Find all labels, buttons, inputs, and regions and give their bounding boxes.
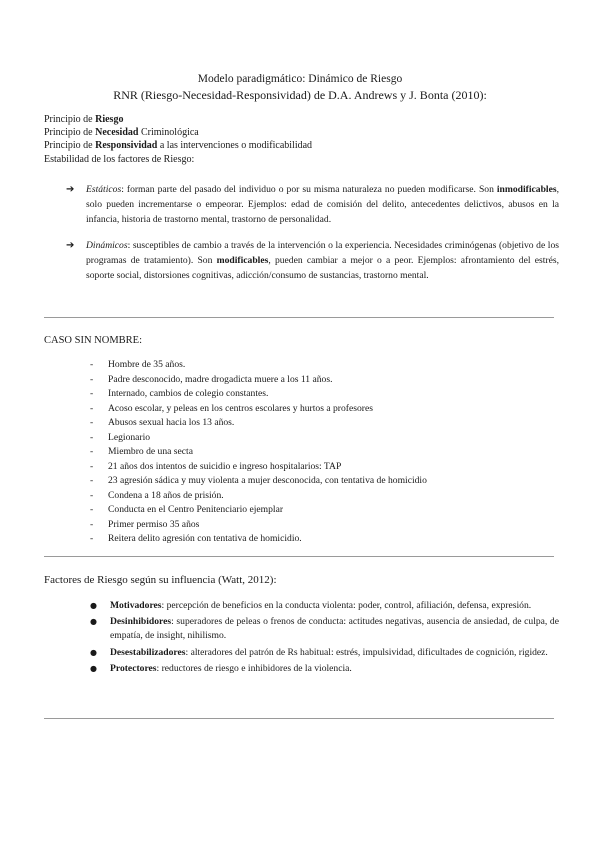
list-item-text: Miembro de una secta [108,446,193,457]
list-item-text: Legionario [108,431,151,443]
factor-name: Motivadores [110,600,162,611]
bullet-icon: ● [90,647,97,657]
list-item-text: Internado, cambios de colegio constantes. [108,388,269,399]
dash-marker: - [90,460,94,472]
factor-name: Desestabilizadores [110,646,186,658]
dash-marker: - [90,359,94,370]
list-item-text: Hombre de 35 años. [108,359,186,370]
principle-suffix: Criminológica [138,127,199,139]
factor-text: : percepción de beneficios en la conducta violenta: poder, control, afiliación, defensa, expresión. [161,600,532,611]
section-divider [44,556,554,557]
influence-factors-list [88,599,559,678]
list-item [90,518,510,533]
principle-prefix: Principio de [44,127,96,139]
dash-marker: - [90,518,94,530]
document-title: Modelo paradigmático: Dinámico de Riesgo [197,73,403,85]
factor-type-text: , pueden cambiar a mejor o a peor. Ejemplos: afrontamiento del estrés, soporte social, distorsiones cognitivas, adicción/consumo de sustancias, trastorno mental. [86,255,559,281]
dash-marker: - [90,533,94,544]
dash-marker: - [90,431,94,443]
principle-prefix: Principio de [44,114,96,125]
list-item-text: Abusos sexual hacia los 13 años. [108,417,235,428]
list-item-text: Padre desconocido, madre drogadicta muere a los 11 años. [108,373,333,385]
list-item [90,373,510,388]
document-subtitle: RNR (Riesgo-Necesidad-Responsividad) de D.A. Andrews y J. Bonta (2010): [113,88,487,102]
section-divider [44,718,554,719]
list-item [90,532,510,547]
list-item [90,474,510,489]
list-item-protectores [88,662,559,676]
factor-type-name: Estáticos [86,184,122,195]
principles-list [44,113,564,166]
case-facts-list [90,358,510,547]
case-title: CASO SIN NOMBRE: [44,335,143,346]
factor-name: Desinhibidores [110,616,172,628]
list-item [90,460,510,475]
dash-marker: - [90,417,94,428]
list-item [90,402,510,417]
bullet-icon: ● [90,601,97,610]
principle-bold: Riesgo [95,114,124,125]
list-item-text: 23 agresión sádica y muy violenta a mujer desconocida, con tentativa de homicidio [108,475,427,486]
arrow-right-icon: ➔ [66,240,75,251]
list-item-text: 21 años dos intentos de suicidio e ingreso hospitalarios: TAP [108,460,342,472]
bullet-icon: ● [90,617,97,627]
list-item-text: Primer permiso 35 años [108,518,200,530]
factor-text: : reductores de riesgo e inhibidores de la violencia. [156,662,352,674]
arrow-right-icon: ➔ [66,184,75,195]
principle-necesidad [44,126,564,139]
factor-type-name: Dinámicos [86,240,128,251]
list-item-text: Reitera delito agresión con tentativa de homicidio. [108,533,302,544]
list-item [90,431,510,446]
dash-marker: - [90,388,94,399]
dash-marker: - [90,504,94,515]
dynamic-factors-item [66,238,559,283]
principle-prefix: Principio de [44,140,96,152]
influence-title: Factores de Riesgo según su influencia (Watt, 2012): [44,574,277,586]
factor-name: Protectores [110,662,157,674]
factor-type-text: : susceptibles de cambio a través de la intervención o la experiencia. Necesidades criminógenas (objetivo de los programas de tratamiento). Son [86,240,559,266]
dash-marker: - [90,475,94,486]
dash-marker: - [90,489,94,501]
factor-type-bold: inmodificables [496,184,557,195]
list-item-text: Conducta en el Centro Penitenciario ejemplar [108,504,284,515]
principle-bold: Responsividad [95,140,158,152]
bullet-icon: ● [90,663,97,673]
list-item [90,503,510,518]
principle-riesgo [44,113,564,126]
list-item-text: Acoso escolar, y peleas en los centros escolares y hurtos a profesores [108,402,373,414]
principle-suffix: a las intervenciones o modificabilidad [157,140,313,152]
factor-text: : superadores de peleas o frenos de conducta: actitudes negativas, ausencia de ansiedad, de culpa, de empatía, de insight, nihilismo. [110,616,559,642]
list-item-desestabilizadores [88,646,559,660]
principle-responsividad [44,139,564,152]
dash-marker: - [90,446,94,457]
factor-text: : alteradores del patrón de Rs habitual: estrés, impulsividad, dificultades de cognición, rigidez. [185,646,548,658]
factor-stability-heading [44,153,564,166]
list-item [90,445,510,460]
static-factors-item [66,182,559,227]
list-item-text: Condena a 18 años de prisión. [108,489,224,501]
list-item [90,416,510,431]
list-item [90,489,510,504]
principle-prefix: Estabilidad de los factores de Riesgo: [44,153,195,165]
principle-bold: Necesidad [95,127,139,139]
dash-marker: - [90,402,94,414]
factor-type-text: : forman parte del pasado del individuo o por su misma naturaleza no pueden modificarse. Son [121,184,497,195]
list-item-motivadores [88,599,559,613]
list-item-desinhibidores [88,615,559,643]
factor-type-text: , solo pueden incrementarse o empeorar. Ejemplos: edad de comisión del delito, antecedentes delictivos, abusos en la infancia, historia de trastorno mental, trastorno de personalidad. [86,184,559,225]
list-item [90,358,510,373]
list-item [90,387,510,402]
section-divider [44,317,554,318]
dash-marker: - [90,373,94,385]
factor-type-bold: modificables [216,255,269,266]
